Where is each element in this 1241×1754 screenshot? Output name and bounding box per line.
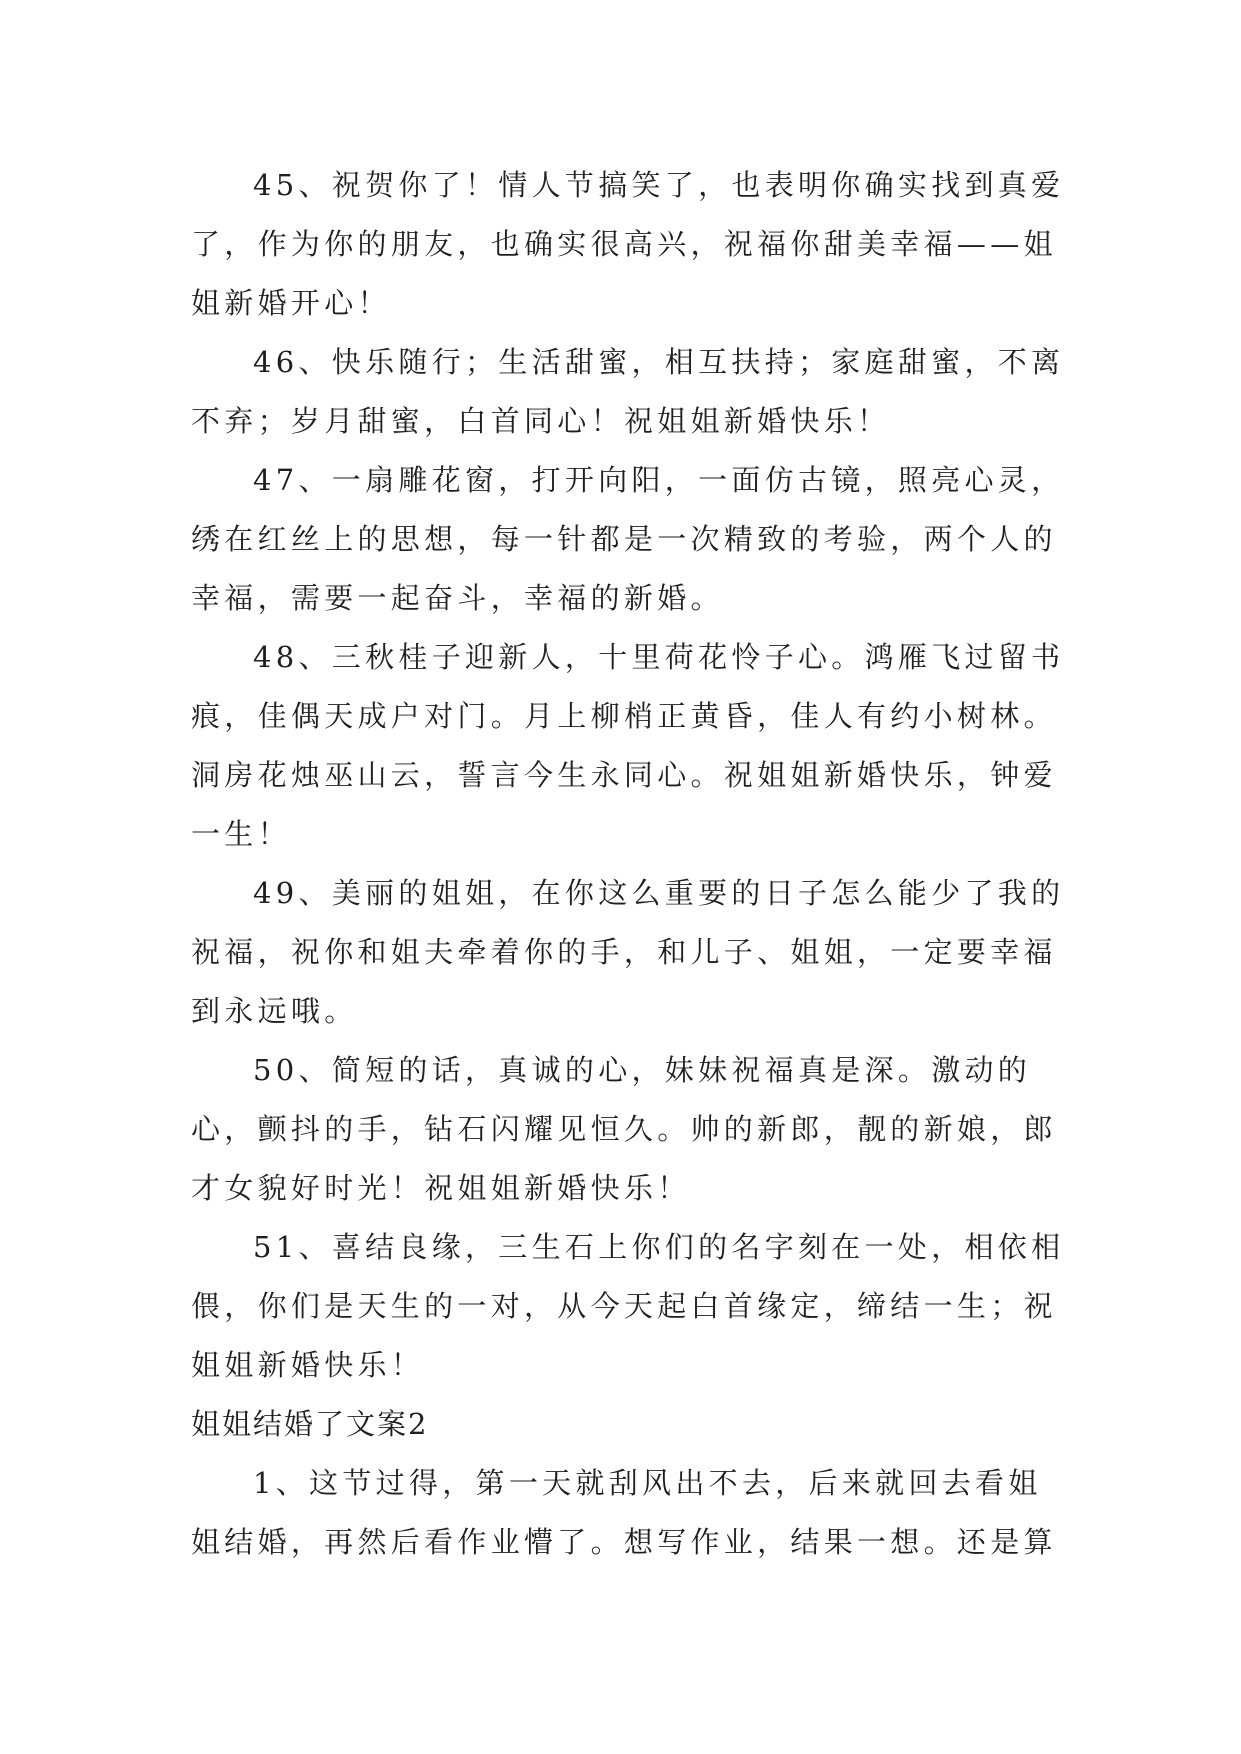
paragraph-46: 46、快乐随行；生活甜蜜，相互扶持；家庭甜蜜，不离不弃；岁月甜蜜，白首同心！祝姐姐新婚快乐！ (191, 345, 1065, 438)
paragraph-48: 48、三秋桂子迎新人，十里荷花怜子心。鸿雁飞过留书痕，佳偶天成户对门。月上柳梢正黄昏，佳人有约小树林。洞房花烛巫山云，誓言今生永同心。祝姐姐新婚快乐，钟爱一生！ (191, 640, 1065, 851)
section-heading: 姐姐结婚了文案2 (191, 1407, 429, 1441)
paragraph-45: 45、祝贺你了！情人节搞笑了，也表明你确实找到真爱了，作为你的朋友，也确实很高兴，祝福你甜美幸福——姐姐新婚开心！ (191, 168, 1065, 320)
paragraph-50: 50、简短的话，真诚的心，妹妹祝福真是深。激动的心，颤抖的手，钻石闪耀见恒久。帅的新郎，靓的新娘，郎才女貌好时光！祝姐姐新婚快乐！ (191, 1053, 1057, 1205)
paragraph-47: 47、一扇雕花窗，打开向阳，一面仿古镜，照亮心灵，绣在红丝上的思想，每一针都是一次精致的考验，两个人的幸福，需要一起奋斗，幸福的新婚。 (191, 463, 1065, 615)
paragraph-49: 49、美丽的姐姐，在你这么重要的日子怎么能少了我的祝福，祝你和姐夫牵着你的手，和儿子、姐姐，一定要幸福到永远哦。 (191, 876, 1065, 1028)
document-body (191, 156, 1071, 1572)
paragraph-51: 51、喜结良缘，三生石上你们的名字刻在一处，相依相偎，你们是天生的一对，从今天起白首缘定，缔结一生；祝姐姐新婚快乐！ (191, 1230, 1065, 1382)
paragraph-1: 1、这节过得，第一天就刮风出不去，后来就回去看姐姐结婚，再然后看作业懵了。想写作业，结果一想。还是算 (191, 1466, 1057, 1559)
